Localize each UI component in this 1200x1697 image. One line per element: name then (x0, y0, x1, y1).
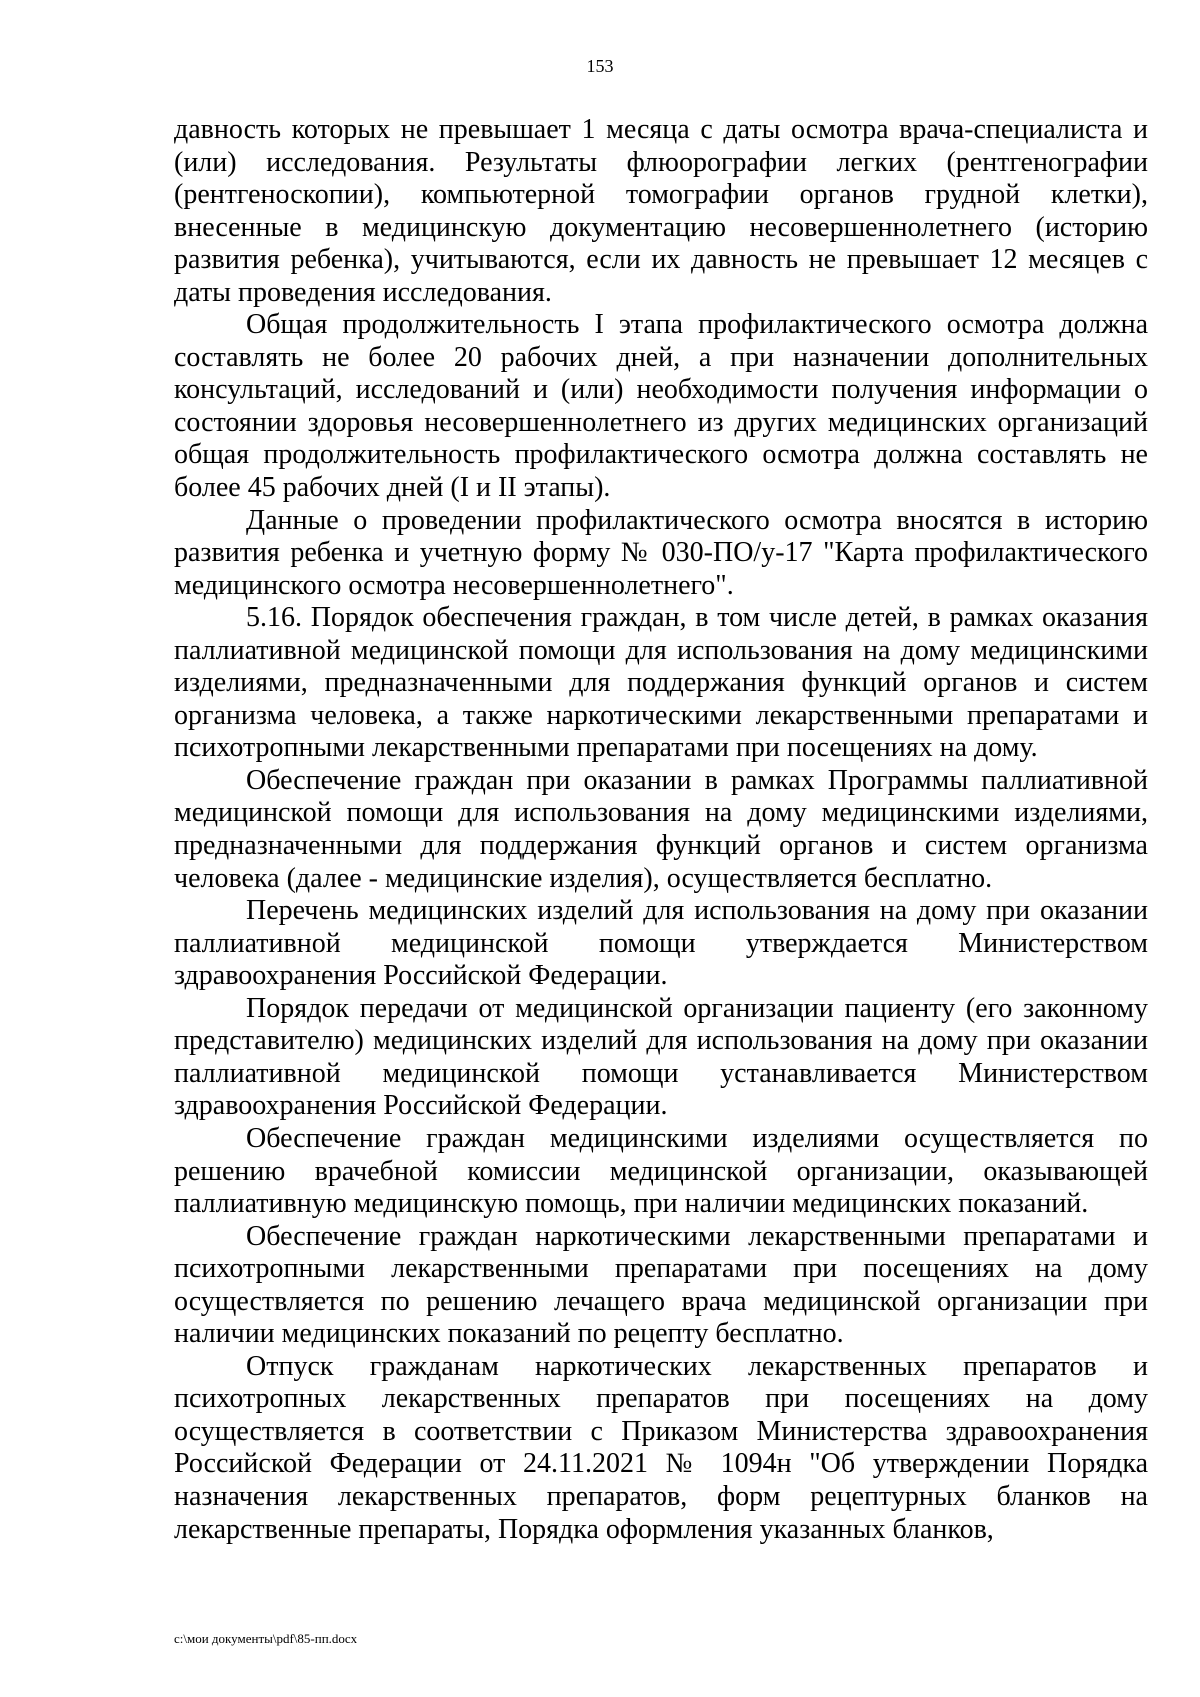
paragraph: Перечень медицинских изделий для использования на дому при оказании паллиативной медицинской помощи утверждается Министерством здравоохранения Российской Федерации. (174, 895, 1148, 992)
paragraph: Обеспечение граждан наркотическими лекарственными препаратами и психотропными лекарственными препаратами при посещениях на дому осуществляется по решению лечащего врача медицинской организации при наличии медицинских показаний по рецепту бесплатно. (174, 1220, 1148, 1350)
paragraph: Отпуск гражданам наркотических лекарственных препаратов и психотропных лекарственных препаратов при посещениях на дому осуществляется в соответствии с Приказом Министерства здравоохранения Российской Федерации от 24.11.2021 № 1094н "Об утверждении Порядка назначения лекарственных препаратов, форм рецептурных бланков на лекарственные препараты, Порядка оформления указанных бланков, (174, 1350, 1148, 1545)
paragraph: Обеспечение граждан медицинскими изделиями осуществляется по решению врачебной комиссии медицинской организации, оказывающей паллиативную медицинскую помощь, при наличии медицинских показаний. (174, 1122, 1148, 1220)
paragraph: давность которых не превышает 1 месяца с даты осмотра врача-специалиста и (или) исследования. Результаты флюорографии легких (рентгенографии (рентгеноскопии), компьютерной томографии органов грудной клетки), внесенные в медицинскую документацию несовершеннолетнего (историю развития ребенка), учитываются, если их давность не превышает 12 месяцев с даты проведения исследования. (174, 114, 1148, 308)
footer-file-path: c:\мои документы\pdf\85-пп.docx (174, 1631, 358, 1646)
paragraph: Данные о проведении профилактического осмотра вносятся в историю развития ребенка и учетную форму № 030-ПО/у-17 "Карта профилактического медицинского осмотра несовершеннолетнего". (174, 504, 1148, 601)
document-body (174, 114, 1148, 1546)
paragraph-section-5-16: 5.16. Порядок обеспечения граждан, в том числе детей, в рамках оказания паллиативной медицинской помощи для использования на дому медицинскими изделиями, предназначенными для поддержания функций органов и систем организма человека, а также наркотическими лекарственными препаратами и психотропными лекарственными препаратами при посещениях на дому. (174, 602, 1148, 764)
page-number: 153 (586, 56, 614, 76)
paragraph: Порядок передачи от медицинской организации пациенту (его законному представителю) медицинских изделий для использования на дому при оказании паллиативной медицинской помощи устанавливается Министерством здравоохранения Российской Федерации. (174, 992, 1148, 1122)
paragraph: Обеспечение граждан при оказании в рамках Программы паллиативной медицинской помощи для использования на дому медицинскими изделиями, предназначенными для поддержания функций органов и систем организма человека (далее - медицинские изделия), осуществляется бесплатно. (174, 764, 1148, 894)
paragraph: Общая продолжительность I этапа профилактического осмотра должна составлять не более 20 рабочих дней, а при назначении дополнительных консультаций, исследований и (или) необходимости получения информации о состоянии здоровья несовершеннолетнего из других медицинских организаций общая продолжительность профилактического осмотра должна составлять не более 45 рабочих дней (I и II этапы). (174, 309, 1148, 504)
